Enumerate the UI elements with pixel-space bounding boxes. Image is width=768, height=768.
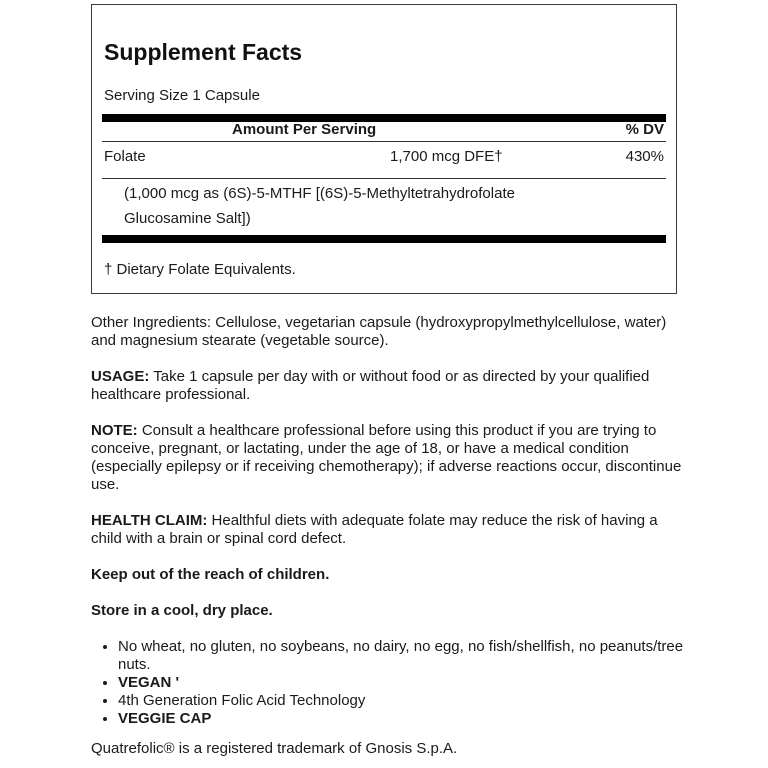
note-text: Consult a healthcare professional before using this product if you are trying to conceive, pregnant, or lactating, under the age of 18, or have a medical condition (especially epilepsy or if receiving chemotherapy); if adverse reactions occur, discontinue use. [91, 422, 682, 493]
nutrient-amount: 1,700 mcg DFE† [390, 148, 503, 165]
footnote: † Dietary Folate Equivalents. [104, 261, 296, 278]
nutrient-name: Folate [104, 148, 146, 165]
thick-divider-top [102, 114, 666, 122]
trademark-notice: Quatrefolic® is a registered trademark of Gnosis S.p.A. [91, 740, 458, 757]
nutrient-dv: 430% [625, 148, 664, 165]
usage-paragraph [91, 368, 691, 404]
thin-divider [102, 178, 666, 179]
label-text [91, 314, 691, 758]
daily-value-header: % DV [625, 121, 664, 138]
list-item: • No wheat, no gluten, no soybeans, no dairy, no egg, no fish/shellfish, no peanuts/tree nuts. [118, 638, 691, 674]
serving-size: Serving Size 1 Capsule [104, 87, 260, 104]
list-item: • VEGAN ' [118, 674, 691, 692]
other-ingredients: Other Ingredients: Cellulose, vegetarian capsule (hydroxypropylmethylcellulose, water) and magnesium stearate (vegetable source). [91, 314, 667, 349]
feature-list [91, 638, 691, 728]
children-warning: Keep out of the reach of children. [91, 566, 330, 583]
list-item: • VEGGIE CAP [118, 710, 691, 728]
thick-divider-bottom [102, 235, 666, 243]
thin-divider [102, 141, 666, 142]
nutrient-detail: (1,000 mcg as (6S)-5-MTHF [(6S)-5-Methyltetrahydrofolate Glucosamine Salt]) [124, 185, 515, 227]
amount-per-serving-header: Amount Per Serving [232, 121, 377, 138]
usage-label: USAGE: [91, 368, 150, 385]
health-claim-paragraph [91, 512, 691, 548]
facts-title: Supplement Facts [104, 39, 303, 65]
usage-text: Take 1 capsule per day with or without food or as directed by your qualified healthcare professional. [91, 368, 650, 403]
supplement-facts-panel [91, 4, 677, 294]
list-item: • 4th Generation Folic Acid Technology [118, 692, 691, 710]
health-claim-label: HEALTH CLAIM: [91, 512, 208, 529]
note-label: NOTE: [91, 422, 138, 439]
note-paragraph [91, 422, 691, 494]
storage-instruction: Store in a cool, dry place. [91, 602, 273, 619]
health-claim-text: Healthful diets with adequate folate may reduce the risk of having a child with a brain or spinal cord defect. [91, 512, 658, 547]
